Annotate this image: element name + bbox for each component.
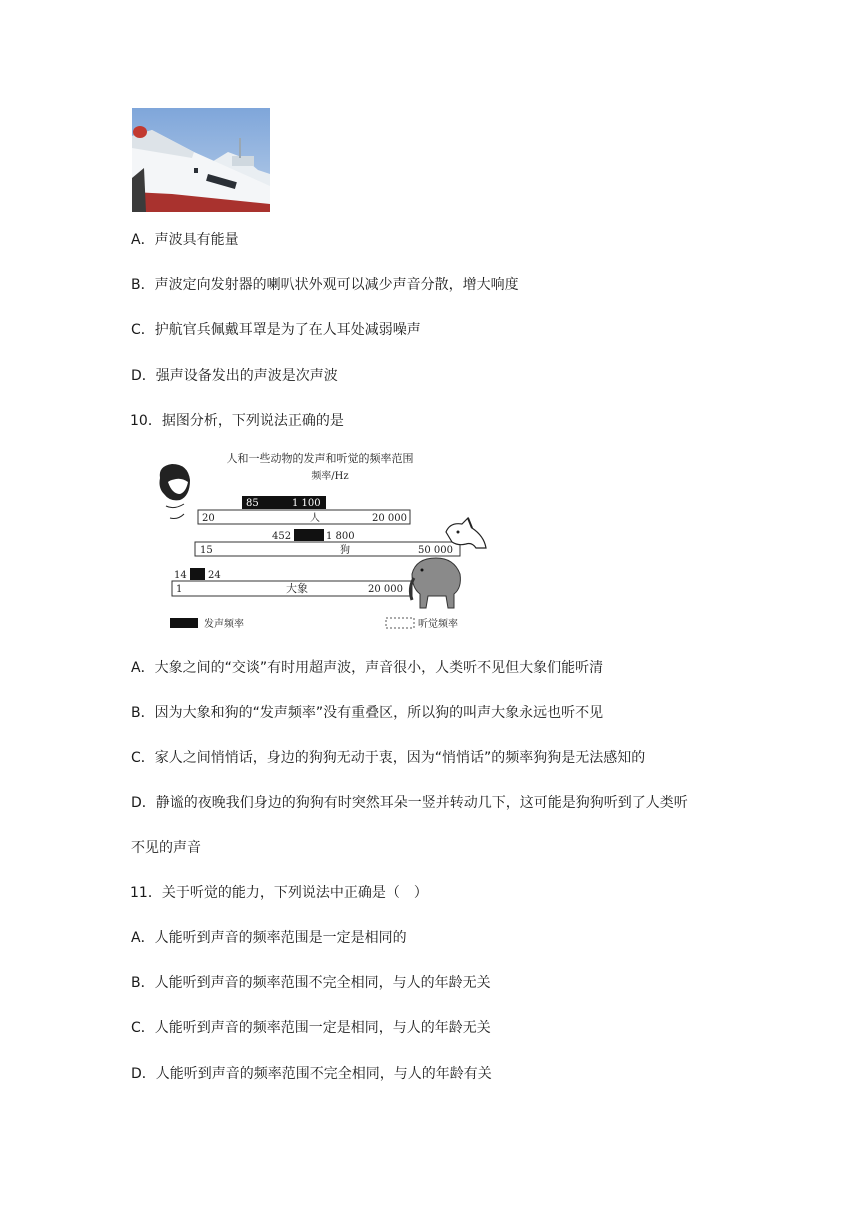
q9-option-b: B．声波定向发射器的喇叭状外观可以减少声音分散，增大响度 — [131, 277, 519, 293]
q10-option-d: D．静谧的夜晚我们身边的狗狗有时突然耳朵一竖并转动几下，这可能是狗狗听到了人类听 — [131, 795, 688, 811]
elephant-icon — [410, 558, 460, 608]
figure-title: 人和一些动物的发声和听觉的频率范围 — [226, 452, 414, 465]
row-name-elephant: 大象 — [286, 582, 308, 595]
q11-option-b: B．人能听到声音的频率范围不完全相同，与人的年龄无关 — [131, 975, 491, 991]
voice-min-human: 85 — [246, 498, 259, 509]
frequency-range-figure — [150, 448, 495, 638]
voice-min-dog: 452 — [272, 531, 292, 542]
q11-option-a: A．人能听到声音的频率范围是一定是相同的 — [131, 930, 407, 946]
q10-option-a: A．大象之间的“交谈”有时用超声波，声音很小，人类听不见但大象们能听清 — [131, 660, 604, 676]
figure-unit: 频率/Hz — [311, 471, 349, 482]
voice-min-elephant: 14 — [174, 570, 187, 581]
voice-bar-elephant — [190, 568, 205, 580]
q9-option-a: A．声波具有能量 — [131, 232, 239, 248]
q9-option-c: C．护航官兵佩戴耳罩是为了在人耳处减弱噪声 — [131, 322, 421, 338]
hear-max-dog: 50 000 — [418, 545, 453, 556]
q10-option-d-continued: 不见的声音 — [131, 840, 201, 856]
q11-option-d: D．人能听到声音的频率范围不完全相同，与人的年龄有关 — [131, 1066, 492, 1082]
q10-option-b: B．因为大象和狗的“发声频率”没有重叠区，所以狗的叫声大象永远也听不见 — [131, 705, 604, 721]
legend-hear-label: 听觉频率 — [418, 619, 458, 630]
hear-min-human: 20 — [202, 513, 215, 524]
q9-option-d: D．强声设备发出的声波是次声波 — [131, 368, 338, 384]
woman-icon — [160, 464, 191, 519]
voice-bar-dog — [294, 529, 324, 541]
ship-photo — [132, 108, 270, 212]
q10-stem: 10．据图分析，下列说法正确的是 — [130, 413, 344, 429]
q11-option-c: C．人能听到声音的频率范围一定是相同，与人的年龄无关 — [131, 1020, 491, 1036]
q11-stem: 11．关于听觉的能力，下列说法中正确是（ ） — [130, 885, 428, 901]
hear-max-human: 20 000 — [372, 513, 407, 524]
row-name-human: 人 — [310, 513, 320, 524]
legend-hear-swatch — [386, 618, 414, 628]
voice-max-dog: 1 800 — [326, 531, 355, 542]
legend-voice-label: 发声频率 — [204, 619, 244, 630]
hear-min-dog: 15 — [200, 545, 213, 556]
voice-max-human: 1 100 — [292, 498, 321, 509]
q10-option-c: C．家人之间悄悄话，身边的狗狗无动于衷，因为“悄悄话”的频率狗狗是无法感知的 — [131, 750, 646, 766]
hear-min-elephant: 1 — [176, 584, 183, 595]
voice-max-elephant: 24 — [208, 570, 221, 581]
hear-max-elephant: 20 000 — [368, 584, 403, 595]
legend-voice-swatch — [170, 618, 198, 628]
row-name-dog: 狗 — [340, 545, 350, 556]
